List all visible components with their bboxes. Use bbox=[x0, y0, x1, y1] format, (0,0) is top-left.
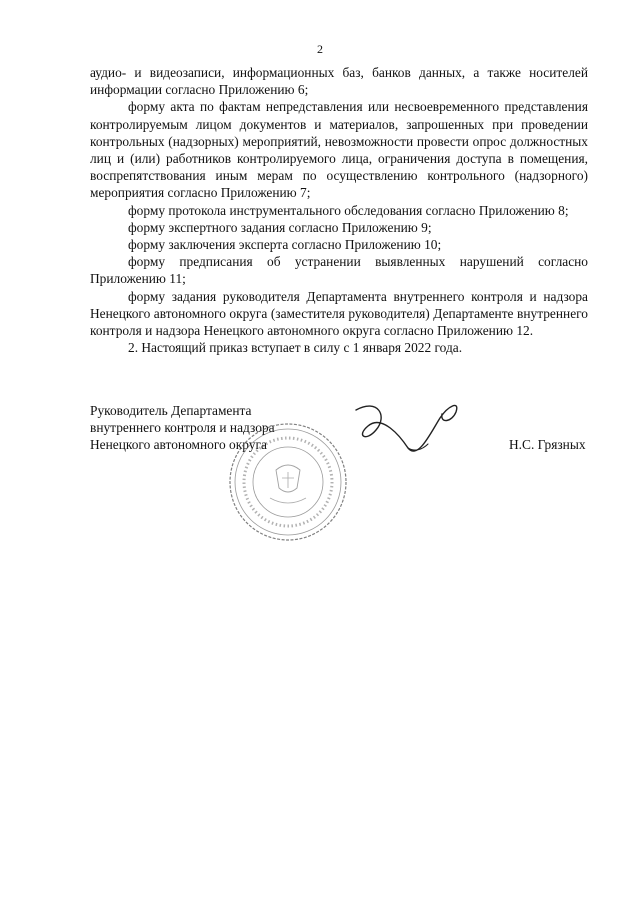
paragraph-appendix-12: форму задания руководителя Департамента внутреннего контроля и надзора Ненецкого автономного округа (заместителя руководителя) Департаменте внутреннего контроля и надзора Ненецкого автономного округа согласно Приложению 12. bbox=[90, 288, 588, 339]
paragraph-appendix-8: форму протокола инструментального обследования согласно Приложению 8; bbox=[128, 202, 569, 218]
position-line-3: Ненецкого автономного округа bbox=[90, 437, 267, 453]
official-seal-icon bbox=[226, 420, 350, 544]
document-body bbox=[90, 64, 588, 356]
signatory-name: Н.С. Грязных bbox=[509, 437, 586, 452]
page-number: 2 bbox=[317, 42, 323, 56]
position-line-1: Руководитель Департамента bbox=[90, 403, 252, 418]
paragraph-effective-date: 2. Настоящий приказ вступает в силу с 1 января 2022 года. bbox=[128, 340, 463, 356]
paragraph-continuation: аудио- и видеозаписи, информационных баз, банков данных, а также носителей информации согласно Приложению 6; bbox=[90, 65, 588, 98]
position-line-2: внутреннего контроля и надзора bbox=[90, 420, 275, 436]
paragraph-appendix-7: форму акта по фактам непредставления или несвоевременного представления контролируемым лицом документов и материалов, запрошенных при проведении контрольных (надзорных) мероприятий, невозможности провести опрос должностных лиц и (или) работников контролируемого лица, ограничения доступа в помещения, воспрепятствования иным мерам по осуществлению контрольного (надзорного) мероприятия согласно Приложению 7; bbox=[90, 99, 588, 201]
paragraph-appendix-9: форму экспертного задания согласно Приложению 9; bbox=[128, 219, 432, 235]
paragraph-appendix-10: форму заключения эксперта согласно Приложению 10; bbox=[128, 237, 442, 253]
paragraph-appendix-11: форму предписания об устранении выявленных нарушений согласно Приложению 11; bbox=[90, 254, 588, 287]
handwritten-signature-icon bbox=[348, 396, 468, 460]
